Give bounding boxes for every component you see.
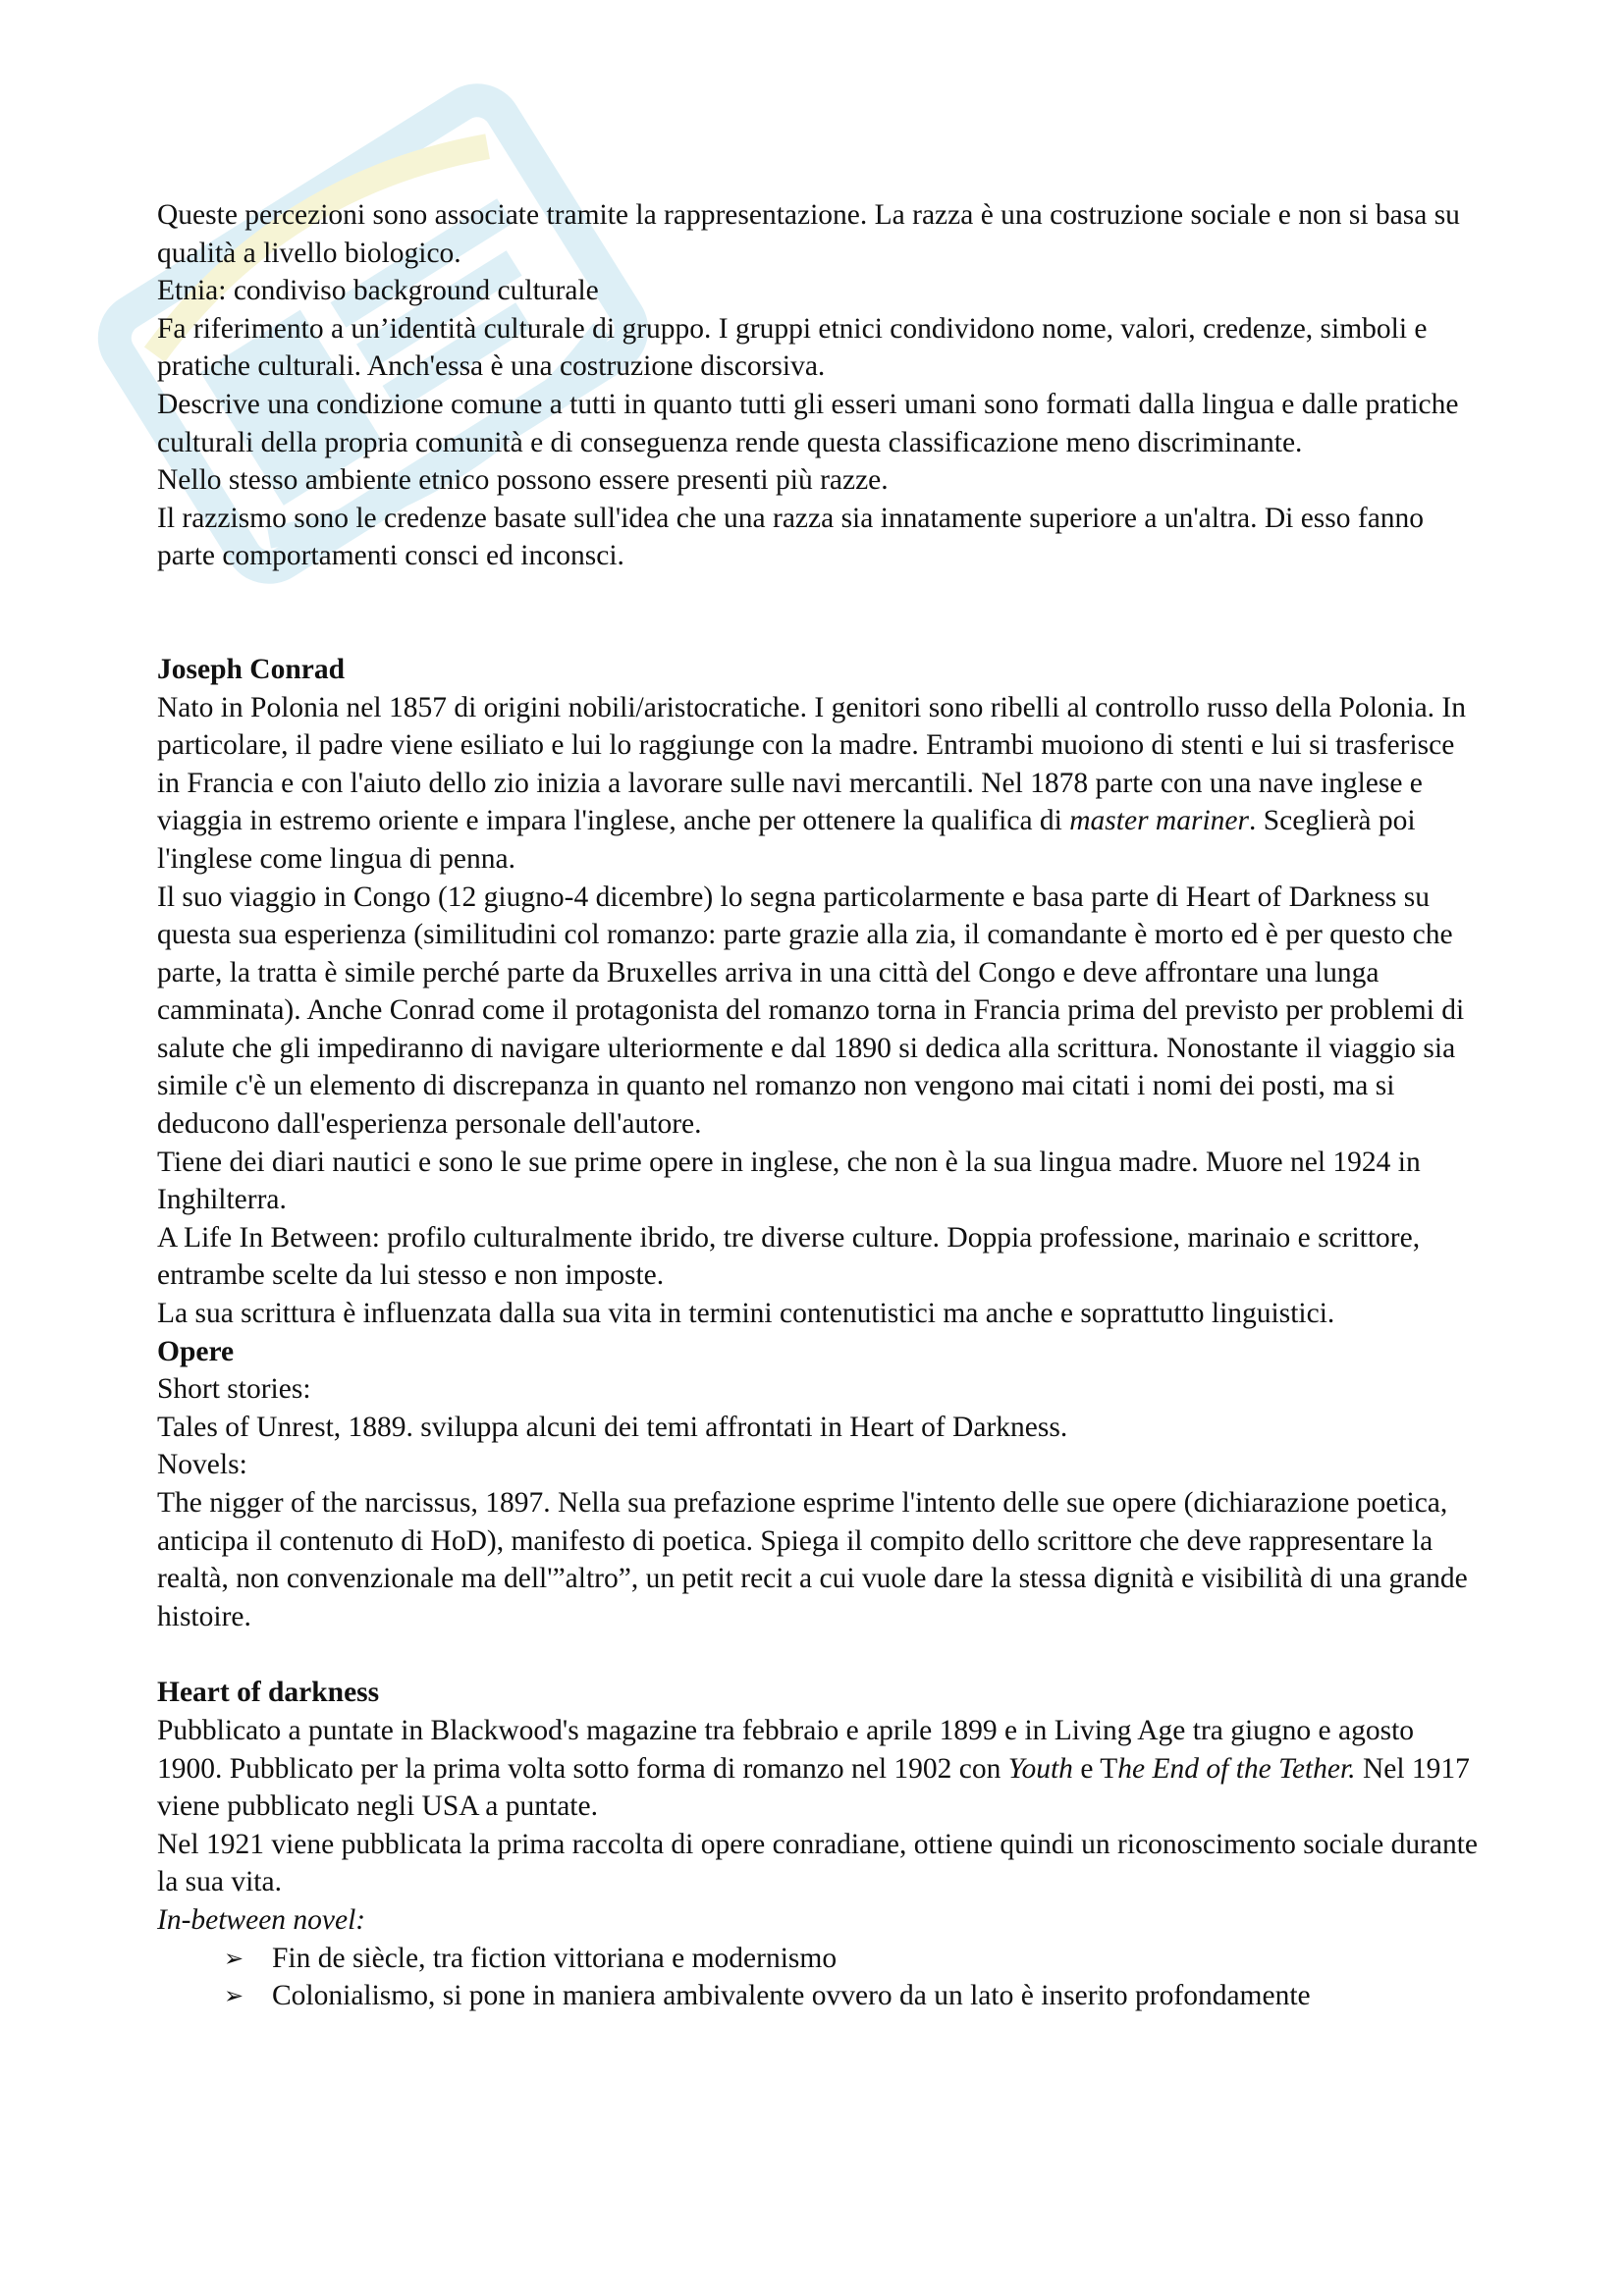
paragraph: The nigger of the narcissus, 1897. Nella sua prefazione esprime l'intento delle sue opere (dichiarazione poetica, anticipa il contenuto di HoD), manifesto di poetica. Spiega il compito dello scrittore che deve rappresentare la realtà, non convenzionale ma dell'”altro”, un petit recit a cui vuole dare la stessa dignità e visibilità di una grande histoire. — [157, 1487, 1468, 1632]
section-heading-hod: Heart of darkness — [157, 1677, 380, 1709]
paragraph: Descrive una condizione comune a tutti in quanto tutti gli esseri umani sono formati dalla lingua e dalle pratiche culturali della propria comunità e di conseguenza rende questa classificazione meno discriminante. — [157, 388, 1459, 458]
paragraph: Fa riferimento a un’identità culturale di gruppo. I gruppi etnici condividono nome, valori, credenze, simboli e pratiche culturali. Anch'essa è una costruzione discorsiva. — [157, 312, 1428, 383]
paragraph: Il razzismo sono le credenze basate sull'idea che una razza sia innatamente superiore a un'altra. Di esso fanno parte comportamenti consci ed inconsci. — [157, 502, 1425, 572]
list-item: ➢ Fin de siècle, tra fiction vittoriana e modernismo — [224, 1940, 1483, 1978]
conrad-section — [157, 651, 1483, 1333]
paragraph: Nato in Polonia nel 1857 di origini nobili/aristocratiche. I genitori sono ribelli al controllo russo della Polonia. In particolare, il padre viene esiliato e lui lo raggiunge con la madre. Entrambi muoiono di stenti e lui si trasferisce in Francia e con l'aiuto dello zio inizia a lavorare sulle navi mercantili. Nel 1878 parte con una nave inglese e viaggia in estremo oriente e impara l'inglese, anche per ottenere la qualifica di master mariner. Sceglierà poi l'inglese come lingua di penna. — [157, 691, 1467, 875]
paragraph: Etnia: condiviso background culturale — [157, 275, 599, 307]
arrow-bullet-icon: ➢ — [224, 1982, 244, 2010]
paragraph: La sua scrittura è influenzata dalla sua vita in termini contenutistici ma anche e soprattutto linguistici. — [157, 1298, 1335, 1330]
paragraph: Pubblicato a puntate in Blackwood's magazine tra febbraio e aprile 1899 e in Living Age tra giugno e agosto 1900. Pubblicato per la prima volta sotto forma di romanzo nel 1902 con Youth e The End of the Tether. Nel 1917 viene pubblicato negli USA a puntate. — [157, 1714, 1470, 1823]
paragraph: Il suo viaggio in Congo (12 giugno-4 dicembre) lo segna particolarmente e basa parte di Heart of Darkness su questa sua esperienza (similitudini col romanzo: parte grazie alla zia, il comandante è morto ed è per questo che parte, la tratta è simile perché parte da Bruxelles arriva in una città del Congo e deve affrontare una lunga camminata). Anche Conrad come il protagonista del romanzo torna in Francia prima del previsto per problemi di salute che gli impediranno di navigare ulteriormente e dal 1890 si dedica alla scrittura. Nonostante il viaggio sia simile c'è un elemento di discrepanza in quanto nel romanzo non vengono mai citati i nomi dei posti, ma si deducono dall'esperienza personale dell'autore. — [157, 881, 1465, 1141]
paragraph: Nel 1921 viene pubblicata la prima raccolta di opere conradiane, ottiene quindi un riconoscimento sociale durante la sua vita. — [157, 1828, 1479, 1898]
bullet-list — [157, 1940, 1483, 2015]
arrow-bullet-icon: ➢ — [224, 1944, 244, 1972]
list-item: ➢ Colonialismo, si pone in maniera ambivalente ovvero da un lato è inserito profondamente — [224, 1977, 1483, 2015]
label: In-between novel: — [157, 1903, 366, 1936]
paragraph: A Life In Between: profilo culturalmente ibrido, tre diverse culture. Doppia professione, marinaio e scrittore, entrambe scelte da lui stesso e non imposte. — [157, 1221, 1421, 1292]
document-page — [157, 196, 1483, 2015]
hod-section — [157, 1674, 1483, 2014]
paragraph: Tales of Unrest, 1889. sviluppa alcuni dei temi affrontati in Heart of Darkness. — [157, 1411, 1068, 1443]
paragraph: Tiene dei diari nautici e sono le sue prime opere in inglese, che non è la sua lingua madre. Muore nel 1924 in Inghilterra. — [157, 1146, 1421, 1216]
section-heading-opere: Opere — [157, 1335, 235, 1367]
intro-section — [157, 196, 1483, 575]
label: Short stories: — [157, 1373, 311, 1406]
paragraph: Nello stesso ambiente etnico possono essere presenti più razze. — [157, 464, 889, 497]
paragraph: Queste percezioni sono associate tramite la rappresentazione. La razza è una costruzione sociale e non si basa su qualità a livello biologico. — [157, 199, 1460, 269]
label: Novels: — [157, 1449, 247, 1481]
section-heading-conrad: Joseph Conrad — [157, 653, 345, 685]
opere-section — [157, 1333, 1483, 1636]
